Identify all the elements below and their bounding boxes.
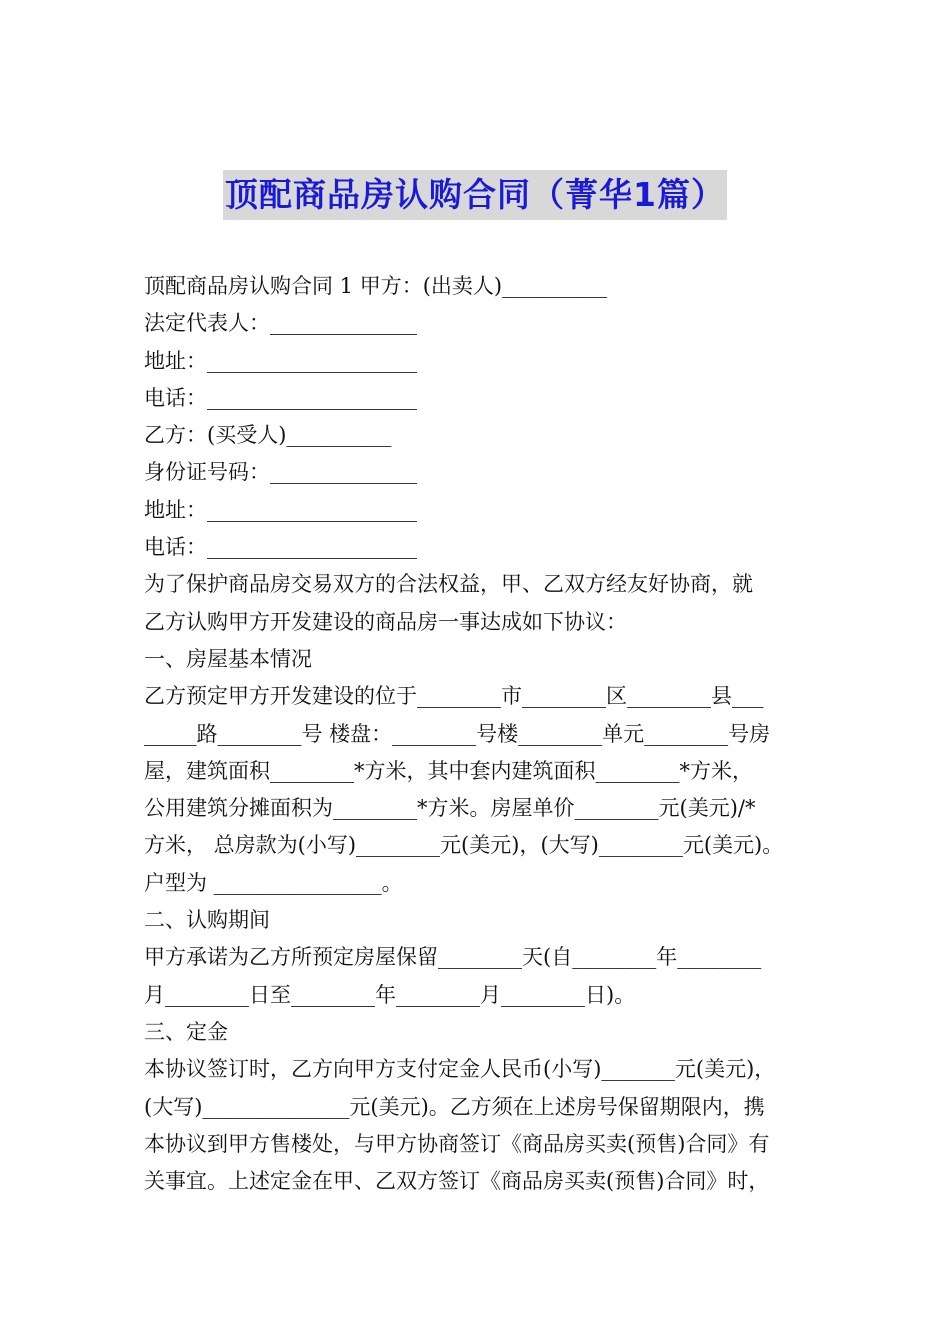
section-2-line-1: 甲方承诺为乙方所预定房屋保留________天(自________年________ [144,945,762,970]
section-1-line-2: _____路________号 楼盘：________号楼________单元________号房 [144,721,771,746]
section-1-line-4: 公用建筑分摊面积为________*方米。房屋单价________元(美元)/* [144,796,756,821]
section-heading-1: 一、房屋基本情况 [144,646,312,671]
section-1-line-1: 乙方预定甲方开发建设的位于________市________区________县___ [144,684,764,709]
section-2-line-2: 月________日至________年________月________日)。 [144,982,636,1007]
party-b-line: 乙方：(买受人)__________ [144,423,392,448]
party-a-address-line: 地址：____________________ [144,348,417,373]
document-title [0,170,950,220]
party-a-line: 顶配商品房认购合同 1 甲方：(出卖人)__________ [144,274,608,298]
section-3-line-4: 关事宜。上述定金在甲、乙双方签订《商品房买卖(预售)合同》时， [144,1169,770,1194]
section-3-line-3: 本协议到甲方售楼处，与甲方协商签订《商品房买卖(预售)合同》有 [144,1131,770,1156]
section-heading-2: 二、认购期间 [144,908,270,933]
document-title-text: 顶配商品房认购合同（菁华1篇） [223,170,727,220]
section-1-line-3: 屋，建筑面积________*方米，其中套内建筑面积________*方米， [144,758,753,783]
party-a-phone-line: 电话：____________________ [144,385,417,410]
section-3-line-1: 本协议签订时，乙方向甲方支付定金人民币(小写)_______元(美元)， [144,1057,776,1082]
party-b-phone-line: 电话：____________________ [144,535,417,560]
preamble-line-1: 为了保护商品房交易双方的合法权益，甲、乙双方经友好协商，就 [144,572,753,597]
id-number-line: 身份证号码：______________ [144,460,417,485]
document-body [144,268,812,1200]
section-3-line-2: (大写)______________元(美元)。乙方须在上述房号保留期限内，携 [144,1094,765,1119]
section-1-line-5: 方米， 总房款为(小写)________元(美元)，(大写)________元(美元)。 [144,833,784,858]
preamble-line-2: 乙方认购甲方开发建设的商品房一事达成如下协议： [144,609,627,634]
section-1-line-6: 户型为 ________________。 [144,870,403,895]
legal-rep-line: 法定代表人：______________ [144,311,417,336]
section-heading-3: 三、定金 [144,1019,228,1044]
party-b-address-line: 地址：____________________ [144,497,417,522]
